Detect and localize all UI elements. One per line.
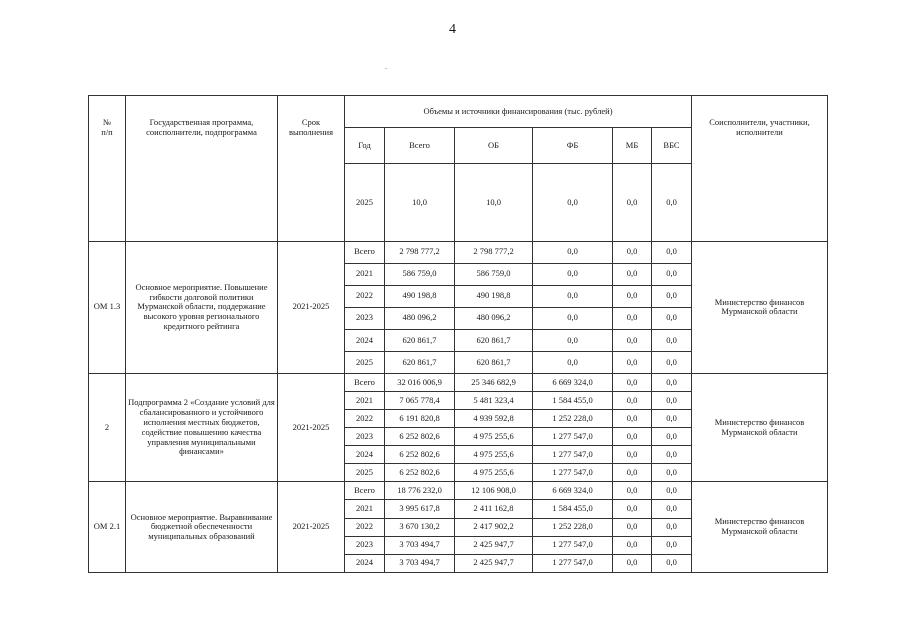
cell-fb: 0,0 [533, 351, 613, 373]
cell-total: 480 096,2 [385, 307, 455, 329]
carry-vbs: 0,0 [652, 164, 692, 241]
row-program-name: Подпрограмма 2 «Создание условий для сбалансированного и устойчивого исполнения местных бюджетов, содействие повышению качества управления муниципальными финансами» [126, 374, 278, 482]
cell-ob: 620 861,7 [455, 351, 533, 373]
row-term: 2021-2025 [278, 482, 345, 573]
row-term: 2021-2025 [278, 374, 345, 482]
cell-mb: 0,0 [613, 329, 652, 351]
header-executors: Соисполнители, участники, исполнители [692, 96, 828, 242]
cell-fb: 1 277 547,0 [533, 554, 613, 572]
cell-ob: 4 939 592,8 [455, 410, 533, 428]
cell-total: 6 252 802,6 [385, 428, 455, 446]
cell-total: 3 670 130,2 [385, 518, 455, 536]
cell-vbs: 0,0 [652, 241, 692, 263]
cell-ob: 2 417 902,2 [455, 518, 533, 536]
cell-mb: 0,0 [613, 374, 652, 392]
carry-ob: 10,0 [455, 164, 533, 241]
table-row [89, 374, 828, 392]
cell-mb: 0,0 [613, 428, 652, 446]
cell-year: 2023 [345, 307, 385, 329]
header-num: № п/п [89, 96, 126, 242]
cell-vbs: 0,0 [652, 428, 692, 446]
cell-total: 3 703 494,7 [385, 536, 455, 554]
cell-vbs: 0,0 [652, 374, 692, 392]
header-sub-ob: ОБ [455, 128, 533, 164]
table-row [89, 482, 828, 500]
cell-vbs: 0,0 [652, 500, 692, 518]
cell-mb: 0,0 [613, 536, 652, 554]
cell-mb: 0,0 [613, 500, 652, 518]
cell-mb: 0,0 [613, 464, 652, 482]
header-term: Срок выполнения [278, 96, 345, 242]
cell-ob: 490 198,8 [455, 285, 533, 307]
cell-total: 620 861,7 [385, 329, 455, 351]
cell-ob: 2 411 162,8 [455, 500, 533, 518]
cell-fb: 0,0 [533, 307, 613, 329]
header-financing: Объемы и источники финансирования (тыс. рублей) [345, 96, 692, 128]
cell-ob: 480 096,2 [455, 307, 533, 329]
page-number: 4 [449, 22, 456, 37]
cell-year: 2024 [345, 446, 385, 464]
header-sub-mb: МБ [613, 128, 652, 164]
cell-vbs: 0,0 [652, 307, 692, 329]
cell-mb: 0,0 [613, 518, 652, 536]
cell-fb: 6 669 324,0 [533, 482, 613, 500]
cell-vbs: 0,0 [652, 410, 692, 428]
cell-year: Всего [345, 482, 385, 500]
cell-mb: 0,0 [613, 263, 652, 285]
financing-table [88, 95, 828, 573]
cell-year: 2021 [345, 500, 385, 518]
cell-vbs: 0,0 [652, 536, 692, 554]
cell-ob: 620 861,7 [455, 329, 533, 351]
row-program-name: Основное мероприятие. Выравнивание бюджетной обеспеченности муниципальных образований [126, 482, 278, 573]
cell-fb: 1 277 547,0 [533, 428, 613, 446]
row-executor: Министерство финансов Мурманской области [692, 482, 828, 573]
cell-total: 6 191 820,8 [385, 410, 455, 428]
cell-ob: 2 425 947,7 [455, 554, 533, 572]
cell-year: 2022 [345, 410, 385, 428]
row-number: ОМ 2.1 [89, 482, 126, 573]
cell-total: 586 759,0 [385, 263, 455, 285]
cell-total: 18 776 232,0 [385, 482, 455, 500]
carry-total: 10,0 [385, 164, 455, 241]
cell-mb: 0,0 [613, 446, 652, 464]
cell-mb: 0,0 [613, 410, 652, 428]
row-executor: Министерство финансов Мурманской области [692, 241, 828, 373]
header-sub-total: Всего [385, 128, 455, 164]
cell-fb: 1 584 455,0 [533, 392, 613, 410]
cell-fb: 0,0 [533, 285, 613, 307]
cell-year: 2022 [345, 518, 385, 536]
cell-total: 6 252 802,6 [385, 464, 455, 482]
cell-total: 7 065 778,4 [385, 392, 455, 410]
cell-fb: 1 277 547,0 [533, 536, 613, 554]
cell-mb: 0,0 [613, 554, 652, 572]
cell-mb: 0,0 [613, 392, 652, 410]
cell-ob: 586 759,0 [455, 263, 533, 285]
cell-ob: 4 975 255,6 [455, 464, 533, 482]
cell-year: 2024 [345, 554, 385, 572]
cell-ob: 2 425 947,7 [455, 536, 533, 554]
cell-vbs: 0,0 [652, 285, 692, 307]
cell-year: Всего [345, 241, 385, 263]
cell-year: 2021 [345, 392, 385, 410]
carry-fb: 0,0 [533, 164, 613, 241]
cell-mb: 0,0 [613, 285, 652, 307]
cell-fb: 0,0 [533, 241, 613, 263]
cell-year: 2023 [345, 428, 385, 446]
cell-vbs: 0,0 [652, 482, 692, 500]
cell-vbs: 0,0 [652, 518, 692, 536]
cell-vbs: 0,0 [652, 351, 692, 373]
cell-fb: 1 252 228,0 [533, 518, 613, 536]
row-number: 2 [89, 374, 126, 482]
cell-year: 2025 [345, 464, 385, 482]
cell-mb: 0,0 [613, 351, 652, 373]
cell-year: 2025 [345, 351, 385, 373]
scan-speck: . [385, 62, 387, 71]
cell-total: 3 995 617,8 [385, 500, 455, 518]
row-program-name: Основное мероприятие. Повышение гибкости долговой политики Мурманской области, поддержание высокого уровня регионального кредитного рейтинга [126, 241, 278, 373]
cell-year: 2021 [345, 263, 385, 285]
cell-year: Всего [345, 374, 385, 392]
cell-mb: 0,0 [613, 482, 652, 500]
cell-vbs: 0,0 [652, 464, 692, 482]
header-sub-vbs: ВБС [652, 128, 692, 164]
header-sub-fb: ФБ [533, 128, 613, 164]
cell-year: 2023 [345, 536, 385, 554]
row-term: 2021-2025 [278, 241, 345, 373]
carry-mb: 0,0 [613, 164, 652, 241]
header-sub-year: Год [345, 128, 385, 164]
cell-total: 32 016 006,9 [385, 374, 455, 392]
cell-fb: 0,0 [533, 263, 613, 285]
cell-year: 2024 [345, 329, 385, 351]
cell-fb: 1 252 228,0 [533, 410, 613, 428]
cell-total: 620 861,7 [385, 351, 455, 373]
cell-ob: 12 106 908,0 [455, 482, 533, 500]
cell-total: 2 798 777,2 [385, 241, 455, 263]
row-executor: Министерство финансов Мурманской области [692, 374, 828, 482]
cell-fb: 6 669 324,0 [533, 374, 613, 392]
cell-year: 2022 [345, 285, 385, 307]
cell-total: 3 703 494,7 [385, 554, 455, 572]
cell-fb: 1 584 455,0 [533, 500, 613, 518]
cell-ob: 5 481 323,4 [455, 392, 533, 410]
cell-mb: 0,0 [613, 307, 652, 329]
cell-vbs: 0,0 [652, 446, 692, 464]
cell-vbs: 0,0 [652, 329, 692, 351]
cell-fb: 1 277 547,0 [533, 446, 613, 464]
cell-ob: 25 346 682,9 [455, 374, 533, 392]
cell-ob: 4 975 255,6 [455, 446, 533, 464]
header-program: Государственная программа, соисполнители, подпрограмма [126, 96, 278, 242]
cell-mb: 0,0 [613, 241, 652, 263]
row-number: ОМ 1.3 [89, 241, 126, 373]
cell-vbs: 0,0 [652, 263, 692, 285]
cell-total: 6 252 802,6 [385, 446, 455, 464]
cell-fb: 1 277 547,0 [533, 464, 613, 482]
cell-vbs: 0,0 [652, 392, 692, 410]
table-row [89, 241, 828, 263]
cell-vbs: 0,0 [652, 554, 692, 572]
cell-ob: 2 798 777,2 [455, 241, 533, 263]
cell-ob: 4 975 255,6 [455, 428, 533, 446]
cell-fb: 0,0 [533, 329, 613, 351]
cell-total: 490 198,8 [385, 285, 455, 307]
carry-year: 2025 [345, 164, 385, 241]
